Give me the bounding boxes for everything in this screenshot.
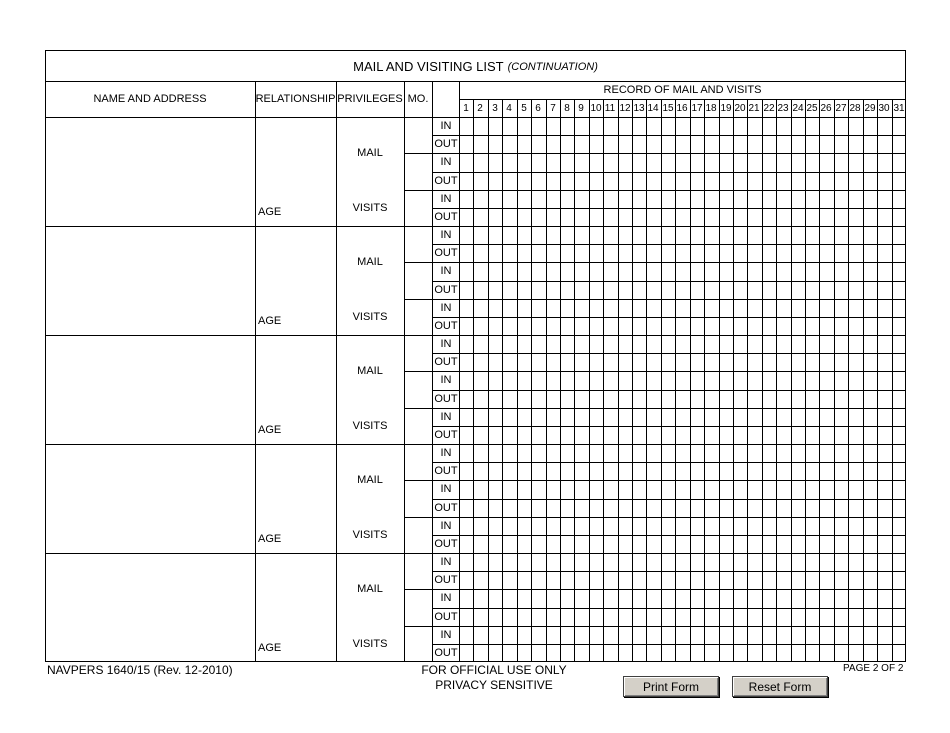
out-label: OUT [434,538,458,550]
in-label: IN [440,483,452,495]
row-line [432,462,906,463]
day-col-line [805,100,806,662]
day-header: 8 [564,103,570,114]
day-col-line [747,100,748,662]
age-label: AGE [258,206,282,218]
day-col-line [704,100,705,662]
form-number: NAVPERS 1640/15 (Rev. 12-2010) [47,663,233,677]
out-label: OUT [434,247,458,259]
out-label: OUT [434,465,458,477]
out-label: OUT [434,320,458,332]
in-label: IN [440,302,452,314]
name-address-header: NAME AND ADDRESS [93,93,207,105]
in-label: IN [440,338,452,350]
day-header: 11 [604,103,616,114]
row-line [404,262,906,263]
day-header: 17 [691,103,703,114]
mail-label: MAIL [357,583,383,595]
page-indicator: PAGE 2 OF 2 [843,663,904,674]
day-header: 3 [492,103,498,114]
record-header: RECORD OF MAIL AND VISITS [603,84,762,96]
age-label: AGE [258,315,282,327]
day-col-line [574,100,575,662]
in-label: IN [440,592,452,604]
relationship-header: RELATIONSHIP [255,93,336,105]
age-label: AGE [258,533,282,545]
day-header: 7 [550,103,556,114]
out-label: OUT [434,138,458,150]
day-col-line [834,100,835,662]
entry-divider [45,335,906,336]
mail-label: MAIL [357,474,383,486]
day-col-line [661,100,662,662]
entry-divider [45,226,906,227]
row-line [432,172,906,173]
day-header: 10 [590,103,602,114]
out-label: OUT [434,356,458,368]
day-col-line [646,100,647,662]
row-line [432,499,906,500]
day-header: 15 [662,103,674,114]
out-label: OUT [434,611,458,623]
day-col-line [560,100,561,662]
row-line [432,244,906,245]
row-line [404,480,906,481]
row-line [432,317,906,318]
visits-label: VISITS [352,311,388,323]
day-header: 23 [777,103,789,114]
day-header: 16 [676,103,688,114]
day-header: 6 [535,103,541,114]
day-col-line [733,100,734,662]
day-col-line [776,100,777,662]
in-label: IN [440,193,452,205]
day-col-line [791,100,792,662]
age-label: AGE [258,642,282,654]
in-label: IN [440,629,452,641]
mail-label: MAIL [357,365,383,377]
day-header: 31 [893,103,905,114]
visits-label: VISITS [352,202,388,214]
day-col-line [819,100,820,662]
row-line [404,153,906,154]
reset-form-button[interactable]: Reset Form [732,676,828,697]
row-line [432,644,906,645]
day-header: 9 [578,103,584,114]
day-col-line [892,100,893,662]
out-label: OUT [434,647,458,659]
day-header: 27 [835,103,847,114]
day-col-line [488,100,489,662]
day-header: 20 [734,103,746,114]
out-label: OUT [434,429,458,441]
day-col-line [690,100,691,662]
day-col-line [603,100,604,662]
row-line [404,371,906,372]
entry-divider [45,553,906,554]
in-label: IN [440,411,452,423]
row-line [404,589,906,590]
title-divider [45,81,906,82]
row-line [432,535,906,536]
day-col-line [473,100,474,662]
record-header-divider [459,99,906,100]
day-header: 19 [720,103,732,114]
day-header: 28 [849,103,861,114]
day-header: 25 [806,103,818,114]
row-line [432,426,906,427]
mail-label: MAIL [357,256,383,268]
day-header: 5 [521,103,527,114]
row-line [432,571,906,572]
in-label: IN [440,520,452,532]
row-line [432,353,906,354]
form-title-suffix: (CONTINUATION) [507,60,598,73]
print-form-button[interactable]: Print Form [623,676,719,697]
day-header: 26 [820,103,832,114]
visits-label: VISITS [352,529,388,541]
out-label: OUT [434,175,458,187]
in-label: IN [440,556,452,568]
day-col-line [863,100,864,662]
row-line [432,281,906,282]
day-col-line [531,100,532,662]
entry-divider [45,444,906,445]
row-line [404,408,906,409]
day-header: 30 [878,103,890,114]
day-header: 12 [619,103,631,114]
day-header: 18 [705,103,717,114]
out-label: OUT [434,502,458,514]
day-col-line [517,100,518,662]
day-header: 21 [748,103,760,114]
day-header: 24 [792,103,804,114]
row-line [432,208,906,209]
in-label: IN [440,120,452,132]
day-col-line [848,100,849,662]
out-label: OUT [434,211,458,223]
day-col-line [502,100,503,662]
month-col-line [404,82,405,662]
day-col-line [719,100,720,662]
day-header: 13 [633,103,645,114]
row-line [432,608,906,609]
day-header: 29 [864,103,876,114]
day-col-line [762,100,763,662]
day-header: 4 [506,103,512,114]
in-label: IN [440,447,452,459]
row-line [432,135,906,136]
row-line [404,190,906,191]
mail-label: MAIL [357,147,383,159]
out-label: OUT [434,393,458,405]
official-use-notice: FOR OFFICIAL USE ONLY [421,663,567,677]
day-col-line [618,100,619,662]
privileges-header: PRIVILEGES [337,93,403,105]
relationship-col-line [255,82,256,662]
row-line [432,390,906,391]
day-col-line [589,100,590,662]
day-col-line [675,100,676,662]
day-header: 2 [477,103,483,114]
month-header: MO. [407,93,429,105]
day-col-line [546,100,547,662]
day-col-line [877,100,878,662]
in-label: IN [440,156,452,168]
visits-label: VISITS [352,420,388,432]
privacy-notice: PRIVACY SENSITIVE [435,678,553,692]
day-header: 1 [463,103,469,114]
visits-label: VISITS [352,638,388,650]
in-label: IN [440,229,452,241]
day-header: 14 [647,103,659,114]
in-label: IN [440,374,452,386]
day-header: 22 [763,103,775,114]
age-label: AGE [258,424,282,436]
day-col-line [632,100,633,662]
form-title-text: MAIL AND VISITING LIST [353,59,504,74]
out-label: OUT [434,574,458,586]
row-line [404,626,906,627]
form-title [45,51,906,82]
row-line [404,517,906,518]
in-label: IN [440,265,452,277]
row-line [404,299,906,300]
out-label: OUT [434,284,458,296]
